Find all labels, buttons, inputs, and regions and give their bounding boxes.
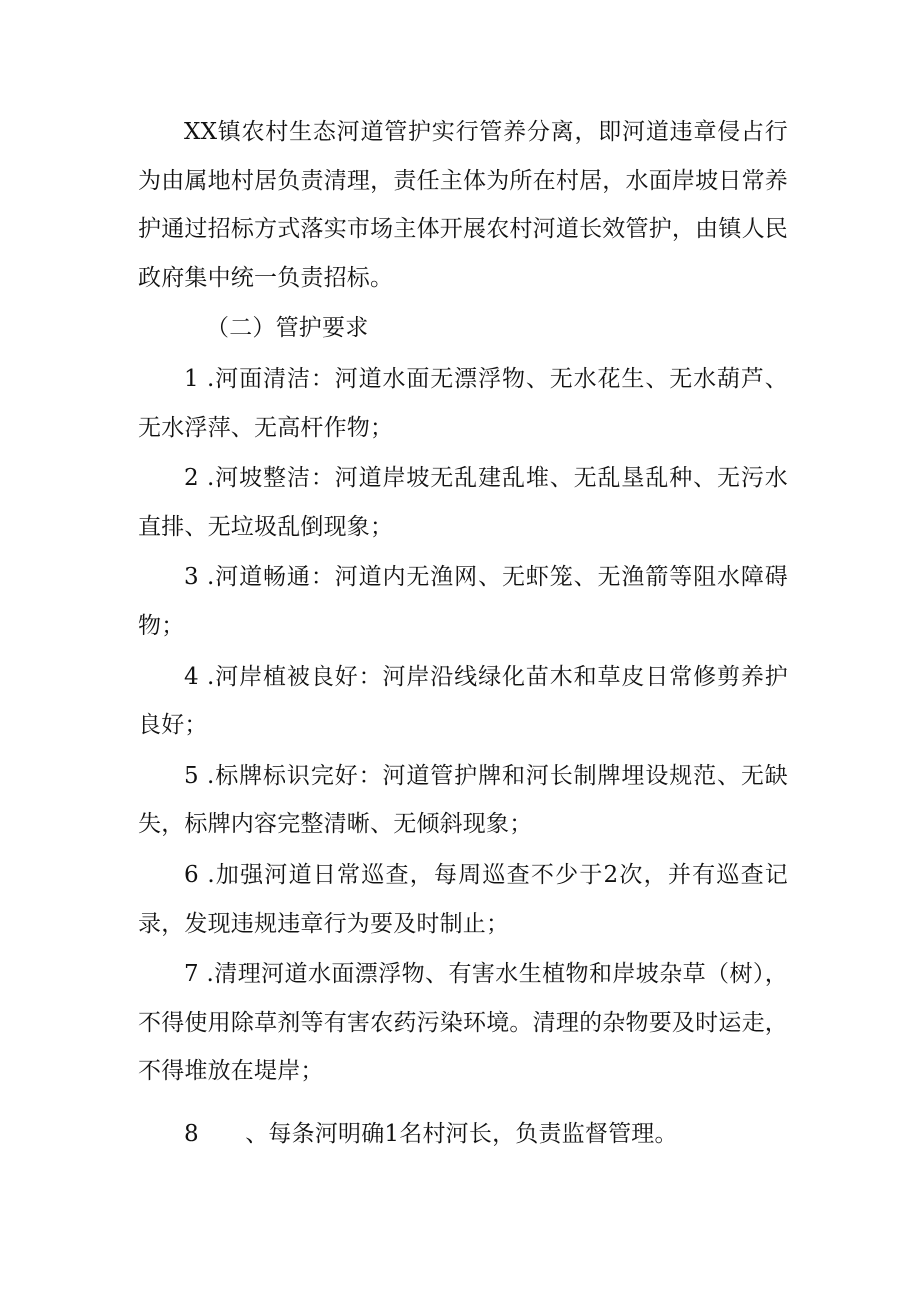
requirement-item-2: 2 .河坡整洁：河道岸坡无乱建乱堆、无乱垦乱种、无污水直排、无垃圾乱倒现象； [138,465,788,540]
requirement-item-3: 3 .河道畅通：河道内无渔网、无虾笼、无渔箭等阻水障碍物； [138,564,788,639]
requirement-item-4: 4 .河岸植被良好：河岸沿线绿化苗木和草皮日常修剪养护良好； [138,663,788,739]
requirement-item-5: 5 .标牌标识完好：河道管护牌和河长制牌埋设规范、无缺失，标牌内容完整清晰、无倾斜现象； [138,762,788,838]
requirement-item-1: 1 .河面清洁：河道水面无漂浮物、无水花生、无水葫芦、无水浮萍、无高杆作物； [138,365,788,441]
requirement-item-8: 8 、每条河明确1名村河长，负责监督管理。 [184,1120,678,1147]
requirement-item-6: 6 .加强河道日常巡查，每周巡查不少于2次，并有巡查记录，发现违规违章行为要及时制止； [138,861,788,937]
paragraph-intro: XX镇农村生态河道管护实行管养分离，即河道违章侵占行为由属地村居负责清理，责任主体为所在村居，水面岸坡日常养护通过招标方式落实市场主体开展农村河道长效管护，由镇人民政府集中统一负责招标。 [138,119,788,291]
section-heading-management-requirements: （二）管护要求 [206,315,369,342]
document-body [138,108,788,1158]
requirement-item-7: 7 .清理河道水面漂浮物、有害水生植物和岸坡杂草（树），不得使用除草剂等有害农药污染环境。清理的杂物要及时运走，不得堆放在堤岸； [138,961,788,1085]
